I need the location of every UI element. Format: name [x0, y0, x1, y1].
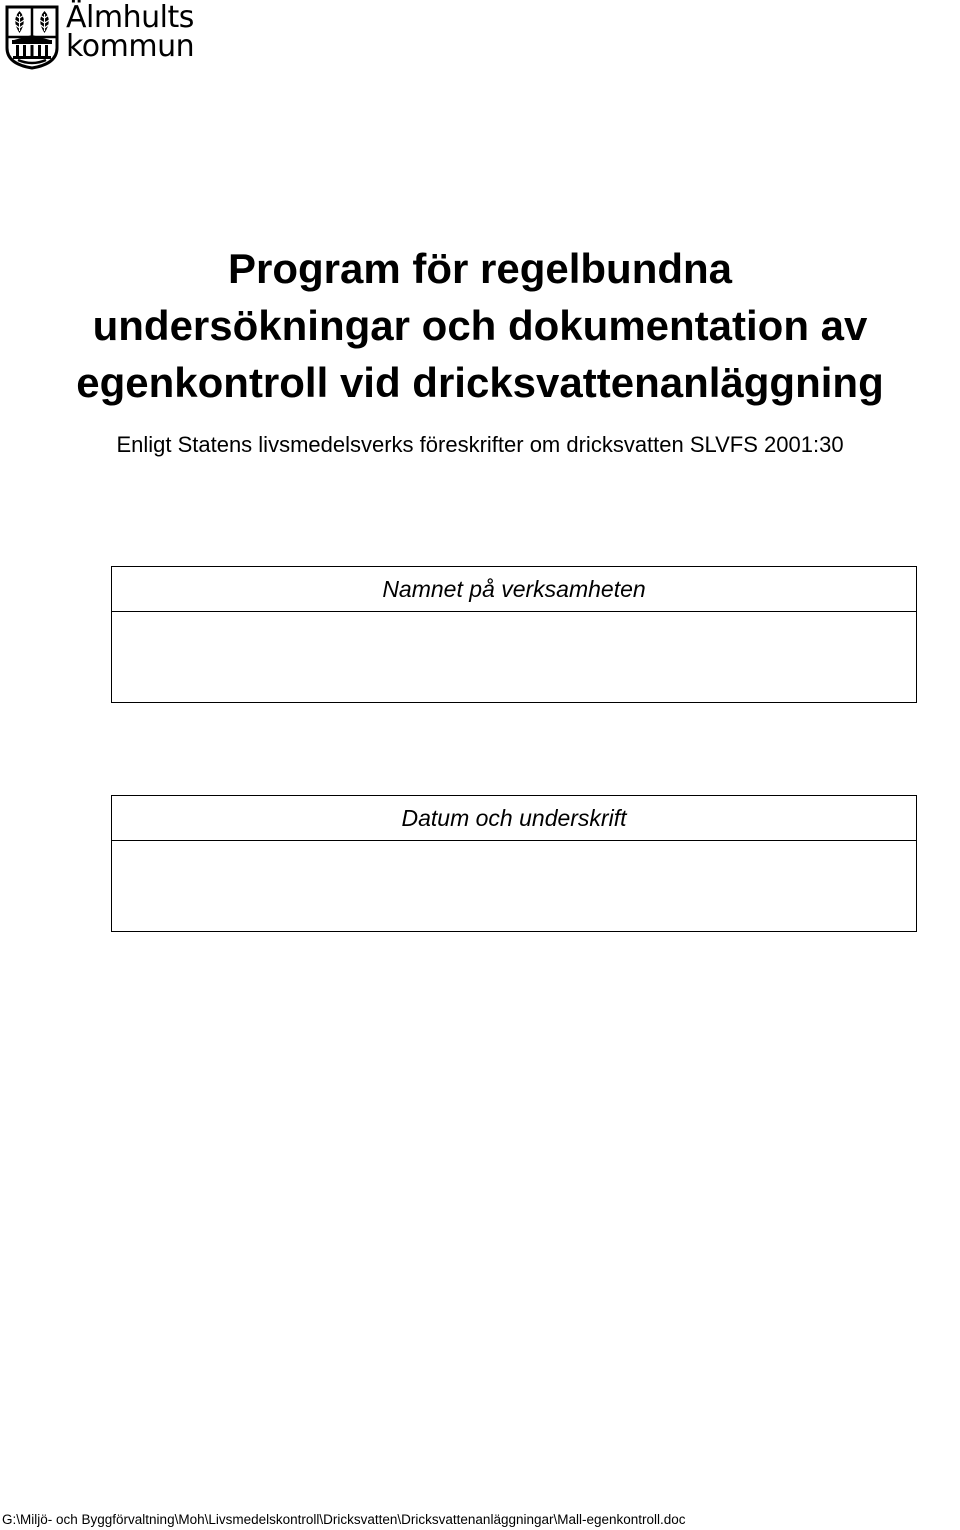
- business-name-box: [111, 566, 917, 703]
- crest-icon: [4, 4, 60, 70]
- logo-line-1: Älmhults: [66, 0, 194, 35]
- date-signature-field[interactable]: [112, 841, 916, 931]
- header: [4, 0, 195, 70]
- title-line-3: egenkontroll vid dricksvattenanläggning: [76, 359, 884, 406]
- title-line-2: undersökningar och dokumentation av: [92, 302, 868, 349]
- business-name-label: Namnet på verksamheten: [112, 567, 916, 612]
- document-title: [0, 240, 960, 411]
- title-line-1: Program för regelbundna: [227, 245, 733, 292]
- file-path-footer: G:\Miljö- och Byggförvaltning\Moh\Livsmedelskontroll\Dricksvatten\Dricksvattenanläggningar\Mall-egenkontroll.doc: [2, 1512, 686, 1527]
- document-subtitle: Enligt Statens livsmedelsverks föreskrifter om dricksvatten SLVFS 2001:30: [116, 432, 844, 457]
- logo-line-2: kommun: [66, 29, 195, 64]
- date-signature-box: [111, 795, 917, 932]
- business-name-field[interactable]: [112, 612, 916, 702]
- date-signature-label: Datum och underskrift: [112, 796, 916, 841]
- logo-wordmark: [66, 0, 195, 64]
